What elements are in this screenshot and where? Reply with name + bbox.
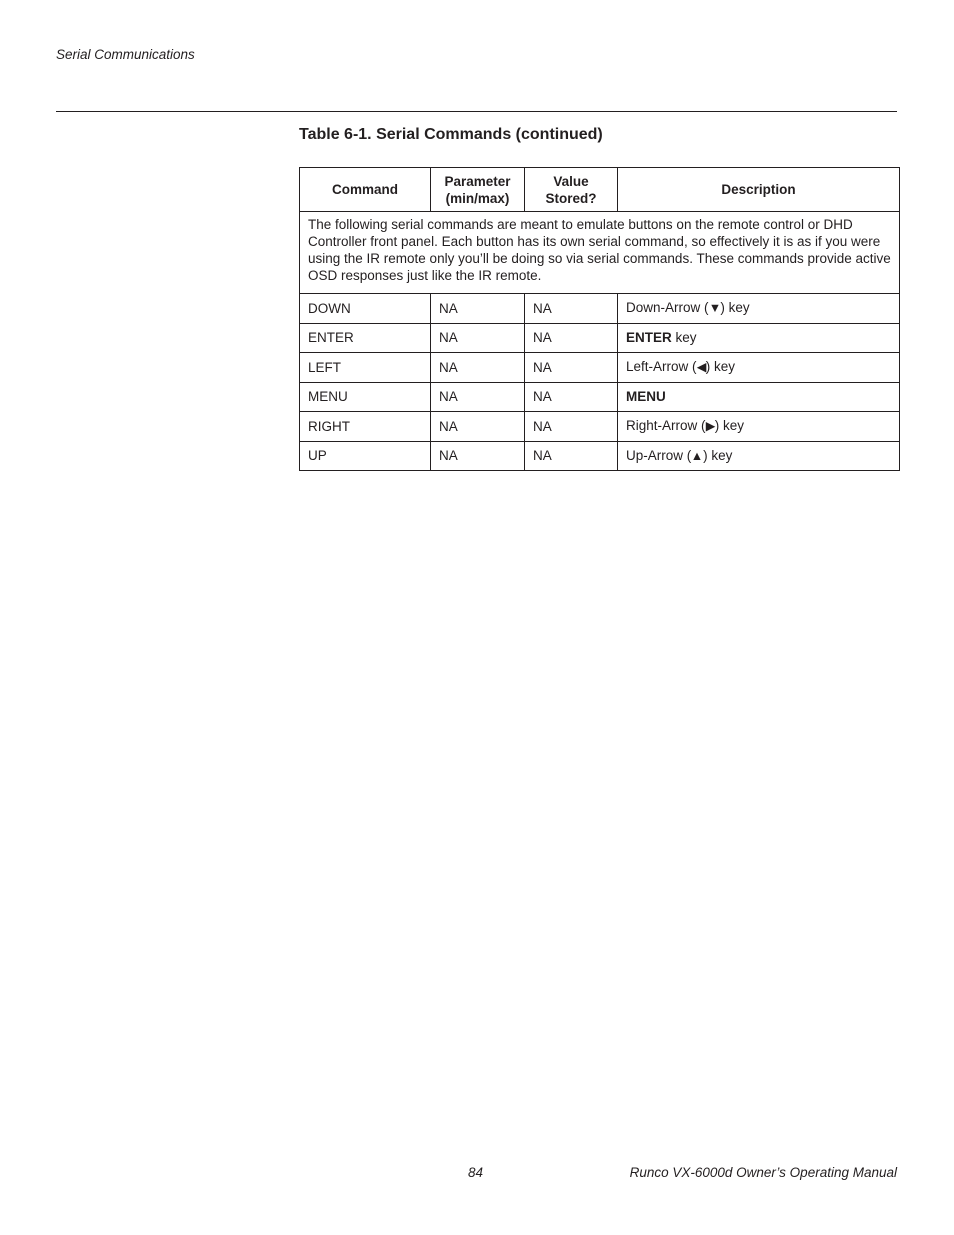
table-header-row [300, 168, 900, 212]
desc-after-bold: key [671, 330, 697, 346]
cell-parameter: NA [431, 441, 525, 471]
cell-description [618, 382, 900, 412]
cell-command: ENTER [300, 323, 431, 353]
page-number: 84 [468, 1165, 484, 1180]
desc-suffix: ) key [720, 300, 750, 316]
cell-value-stored: NA [525, 323, 618, 353]
desc-suffix: ) key [703, 447, 733, 463]
cell-command: UP [300, 441, 431, 471]
cell-command: MENU [300, 382, 431, 412]
table-row [300, 294, 900, 324]
cell-value-stored: NA [525, 412, 618, 442]
desc-prefix: Right-Arrow ( [626, 418, 706, 434]
cell-command: DOWN [300, 294, 431, 324]
cell-value-stored: NA [525, 441, 618, 471]
cell-parameter: NA [431, 382, 525, 412]
table-row [300, 412, 900, 442]
cell-value-stored: NA [525, 382, 618, 412]
intro-row [300, 212, 900, 294]
table-row [300, 353, 900, 383]
cell-description [618, 412, 900, 442]
cell-parameter: NA [431, 323, 525, 353]
cell-command: LEFT [300, 353, 431, 383]
header-command-label: Command [331, 182, 398, 197]
desc-bold: MENU [626, 389, 666, 405]
manual-name: Runco VX-6000d Owner’s Operating Manual [629, 1165, 897, 1180]
header-value-line2: Stored? [545, 190, 597, 206]
desc-suffix: ) key [714, 418, 745, 434]
desc-prefix: Left-Arrow ( [626, 359, 697, 375]
header-parameter-line2: (min/max) [445, 190, 510, 206]
intro-text: The following serial commands are meant to emulate buttons on the remote control or DHD Controller front panel. Each button has its own serial command, so effectively it is as if you were using the IR remote only you’ll be doing so via serial commands. These commands provide active OSD responses just like the IR remote. [300, 212, 900, 294]
header-parameter [431, 168, 525, 212]
desc-prefix: Up-Arrow ( [626, 447, 692, 463]
cell-value-stored: NA [525, 294, 618, 324]
header-value-line1: Value [553, 173, 589, 189]
desc-suffix: ) key [705, 359, 736, 375]
table-row [300, 382, 900, 412]
header-parameter-line1: Parameter [444, 173, 511, 189]
cell-description [618, 323, 900, 353]
cell-description [618, 294, 900, 324]
cell-command: RIGHT [300, 412, 431, 442]
table-row [300, 323, 900, 353]
header-value-stored [525, 168, 618, 212]
header-rule [56, 111, 897, 112]
desc-bold: ENTER [626, 330, 672, 346]
up-arrow-icon: ▲ [690, 448, 704, 464]
cell-parameter: NA [431, 412, 525, 442]
right-arrow-icon: ▶ [705, 418, 715, 434]
left-arrow-icon: ◀ [696, 359, 706, 375]
table-row [300, 441, 900, 471]
header-description [618, 168, 900, 212]
cell-description [618, 441, 900, 471]
cell-description [618, 353, 900, 383]
cell-parameter: NA [431, 294, 525, 324]
table-title: Table 6-1. Serial Commands (continued) [299, 126, 603, 143]
serial-commands-table [299, 167, 900, 471]
cell-value-stored: NA [525, 353, 618, 383]
running-head: Serial Communications [56, 47, 195, 62]
header-command [300, 168, 431, 212]
header-description-label: Description [721, 182, 796, 197]
down-arrow-icon: ▼ [708, 300, 721, 316]
desc-prefix: Down-Arrow ( [626, 300, 709, 316]
cell-parameter: NA [431, 353, 525, 383]
